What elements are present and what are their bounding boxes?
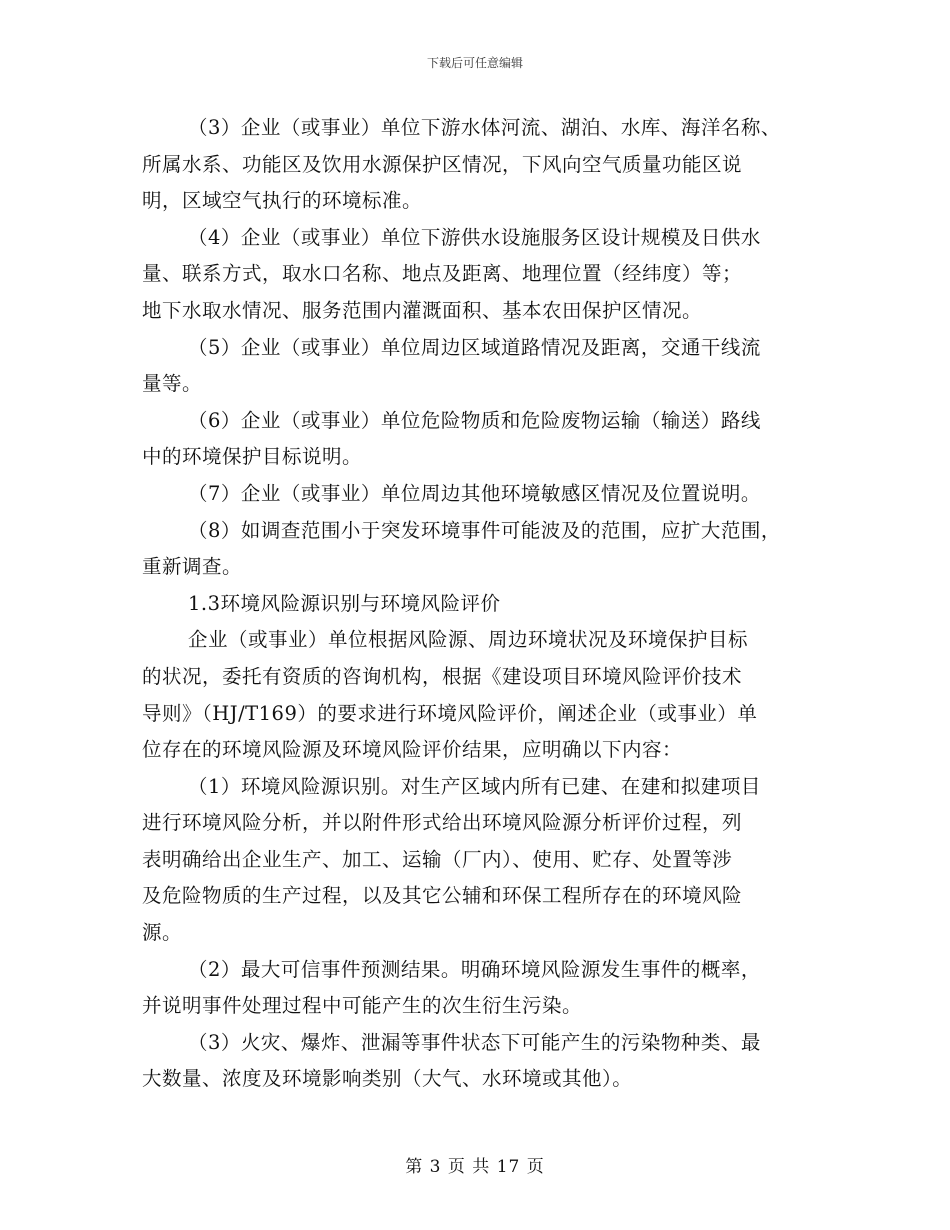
text-line: （7）企业（或事业）单位周边其他环境敏感区情况及位置说明。 [188,481,761,505]
text-line: 重新调查。 [142,555,243,579]
text-line: （3）火灾、爆炸、泄漏等事件状态下可能产生的污染物种类、最 [188,1030,761,1054]
text-line: 企业（或事业）单位根据风险源、周边环境状况及环境保护目标 [188,628,749,652]
text-line: 进行环境风险分析，并以附件形式给出环境风险源分析评价过程，列 [142,811,743,835]
text-line: 量等。 [142,372,203,396]
page-footer: 第 3 页 共 17 页 [405,1157,545,1177]
page-header: 下载后可任意编辑 [426,56,523,70]
text-line: 源。 [142,921,183,945]
text-line: （1）环境风险源识别。对生产区域内所有已建、在建和拟建项目 [188,774,761,798]
text-line: 量、联系方式，取水口名称、地点及距离、地理位置（经纬度）等； [142,262,743,286]
text-line: 明，区域空气执行的环境标准。 [142,189,423,213]
text-line: （2）最大可信事件预测结果。明确环境风险源发生事件的概率， [188,957,761,981]
text-line: 导则》（HJ/T169）的要求进行环境风险评价，阐述企业（或事业）单 [142,701,758,725]
text-line: （3）企业（或事业）单位下游水体河流、湖泊、水库、海洋名称、 [188,116,781,139]
text-line: 位存在的环境风险源及环境风险评价结果，应明确以下内容： [142,738,683,762]
text-line: 地下水取水情况、服务范围内灌溉面积、基本农田保护区情况。 [142,298,703,322]
text-line: 1.3环境风险源识别与环境风险评价 [188,591,501,615]
text-line: （5）企业（或事业）单位周边区域道路情况及距离，交通干线流 [188,335,761,359]
text-line: （4）企业（或事业）单位下游供水设施服务区设计规模及日供水 [188,225,761,249]
text-line: 表明确给出企业生产、加工、运输（厂内）、使用、贮存、处置等涉 [142,847,733,871]
text-line: 大数量、浓度及环境影响类别（大气、水环境或其他）。 [142,1067,633,1091]
text-line: （6）企业（或事业）单位危险物质和危险废物运输（输送）路线 [188,408,761,432]
text-line: （8）如调查范围小于突发环境事件可能波及的范围，应扩大范围， [188,518,781,542]
text-line: 中的环境保护目标说明。 [142,445,363,469]
text-line: 并说明事件处理过程中可能产生的次生衍生污染。 [142,994,583,1018]
text-line: 及危险物质的生产过程，以及其它公辅和环保工程所存在的环境风险 [142,884,743,908]
text-line: 的状况，委托有资质的咨询机构，根据《建设项目环境风险评价技术 [142,664,743,688]
text-line: 所属水系、功能区及饮用水源保护区情况，下风向空气质量功能区说 [142,152,743,176]
document-body [142,110,822,1098]
